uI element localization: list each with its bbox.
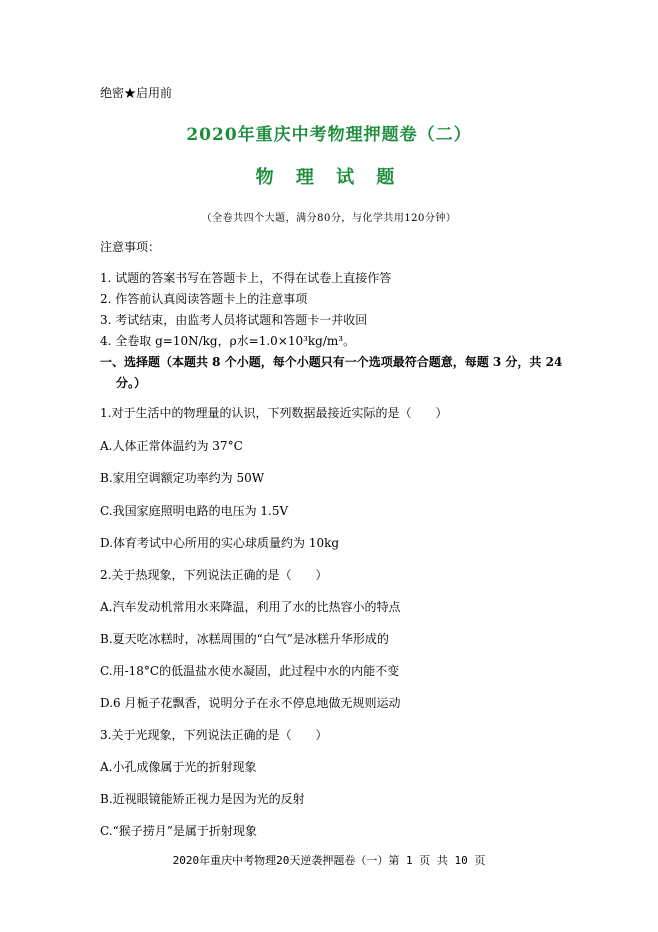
question-3-option-c: C.“猴子捞月”是属于折射现象 xyxy=(100,824,257,838)
question-1-option-c: C.我国家庭照明电路的电压为 1.5V xyxy=(100,504,289,518)
question-3: 3.关于光现象，下列说法正确的是（ ） xyxy=(100,728,328,742)
notice-item: 1. 试题的答案书写在答题卡上，不得在试卷上直接作答 xyxy=(100,271,392,285)
question-3-option-b: B.近视眼镜能矫正视力是因为光的反射 xyxy=(100,792,305,806)
section-heading-line2: 分。） xyxy=(116,376,147,390)
notice-list xyxy=(100,268,391,352)
subject-title: 物 理 试 题 xyxy=(255,167,403,188)
secret-label: 绝密★启用前 xyxy=(100,86,173,100)
notice-item: 2. 作答前认真阅读答题卡上的注意事项 xyxy=(100,292,308,306)
question-2: 2.关于热现象，下列说法正确的是（ ） xyxy=(100,568,328,582)
question-1-option-b: B.家用空调额定功率约为 50W xyxy=(100,471,265,485)
notice-heading: 注意事项： xyxy=(100,240,161,254)
section-heading-line1: 一、选择题（本题共 8 个小题，每个小题只有一个选项最符合题意，每题 3 分，共 24 xyxy=(100,355,563,369)
question-1: 1.对于生活中的物理量的认识，下列数据最接近实际的是（ ） xyxy=(100,406,448,420)
question-2-option-d: D.6 月栀子花飘香，说明分子在永不停息地做无规则运动 xyxy=(100,696,401,710)
question-1-option-a: A.人体正常体温约为 37°C xyxy=(100,439,243,453)
question-1-option-d: D.体育考试中心所用的实心球质量约为 10kg xyxy=(100,536,340,550)
question-3-option-a: A.小孔成像属于光的折射现象 xyxy=(100,760,257,774)
page-footer: 2020年重庆中考物理20天逆袭押题卷（一）第 1 页 共 10 页 xyxy=(172,854,486,867)
exam-title: 2020年重庆中考物理押题卷（二） xyxy=(186,125,472,145)
notice-item: 3. 考试结束，由监考人员将试题和答题卡一并收回 xyxy=(100,313,368,327)
notice-item: 4. 全卷取 g=10N/kg，ρ水=1.0×10³kg/m³。 xyxy=(100,334,356,348)
section-heading xyxy=(100,352,570,394)
exam-note: （全卷共四个大题，满分80分，与化学共用120分钟） xyxy=(201,213,457,224)
question-2-option-a: A.汽车发动机常用水来降温，利用了水的比热容小的特点 xyxy=(100,600,401,614)
question-2-option-c: C.用-18°C的低温盐水使水凝固，此过程中水的内能不变 xyxy=(100,664,400,678)
question-2-option-b: B.夏天吃冰糕时，冰糕周围的“白气”是冰糕升华形成的 xyxy=(100,632,389,646)
